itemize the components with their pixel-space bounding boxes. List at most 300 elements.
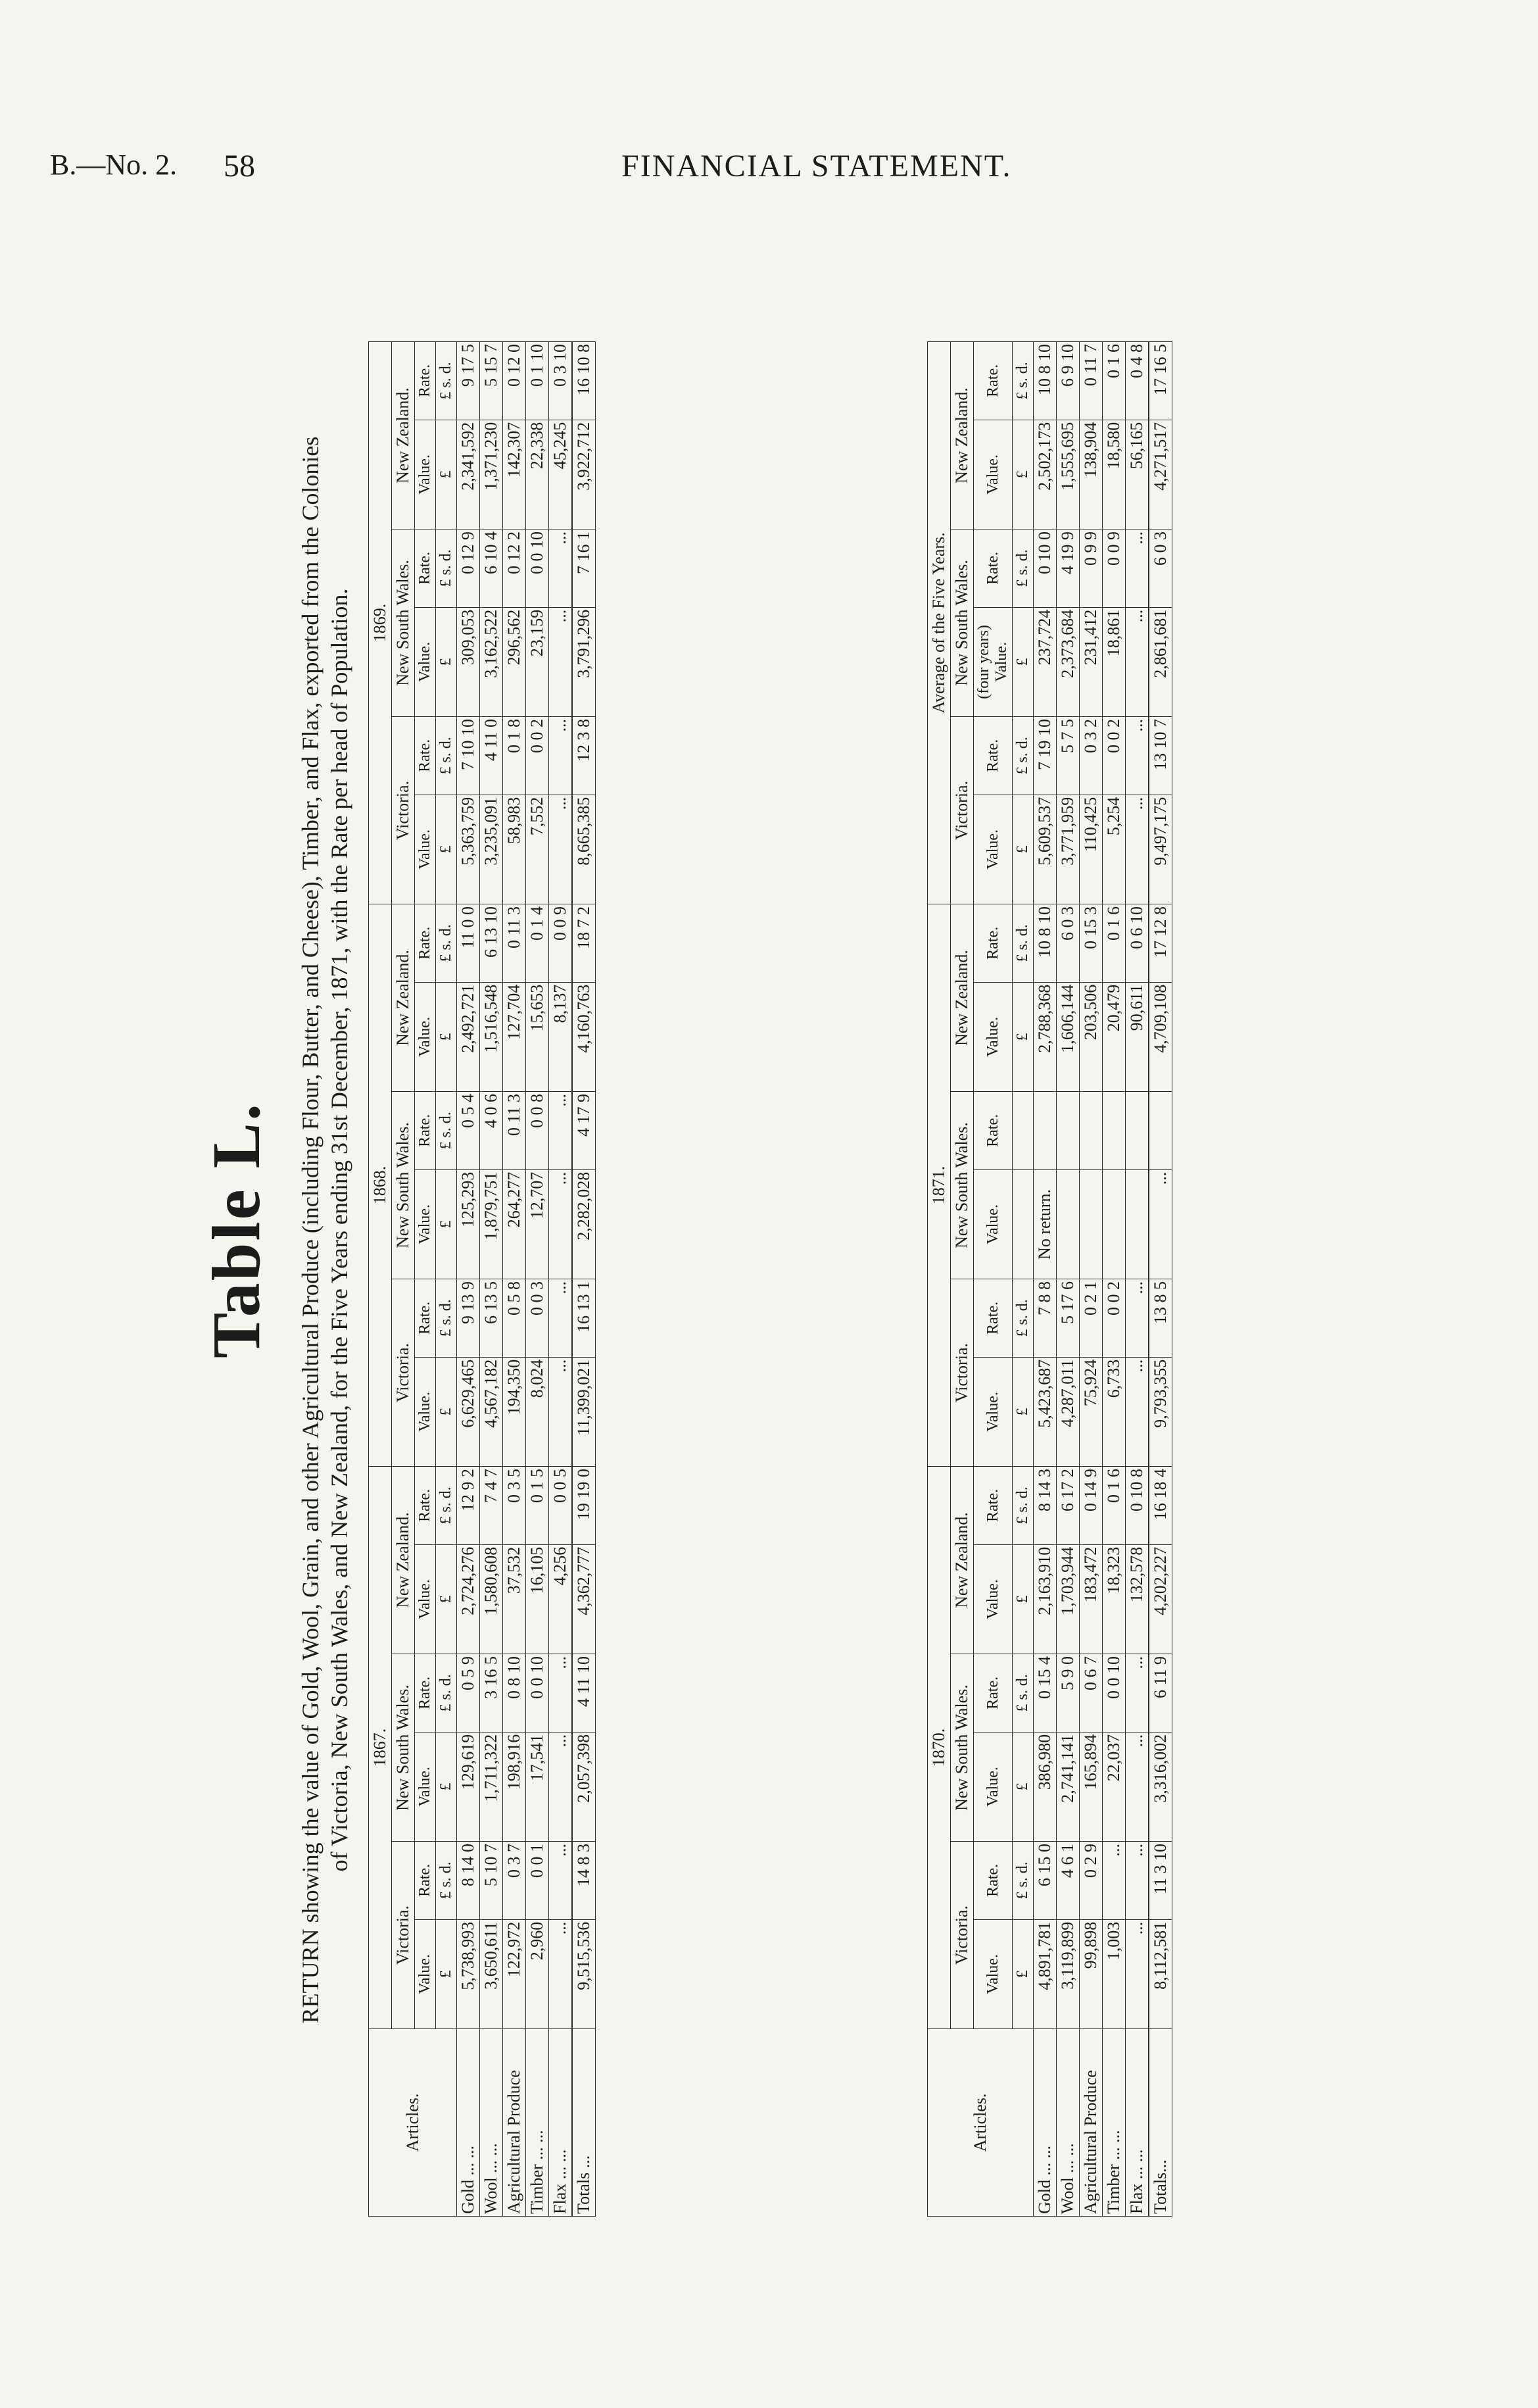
table-cell: 6 15 0	[1034, 1842, 1057, 1920]
table-cell: 0 0 8	[526, 1092, 549, 1170]
table-cell: 0 0 1	[526, 1842, 549, 1920]
table-cell: 0 0 3	[526, 1279, 549, 1358]
table-cell: 7 19 10	[1034, 717, 1057, 795]
rate-column-header: Rate.	[974, 1842, 1013, 1920]
table-cell: 2,502,173	[1034, 420, 1057, 529]
table-cell: 6 9 10	[1057, 342, 1080, 420]
table-cell: 6 17 2	[1057, 1467, 1080, 1545]
table-cell: 0 0 2	[526, 717, 549, 795]
value-column-header: Value.	[974, 1919, 1013, 2028]
table-cell: 6 0 3	[1149, 529, 1172, 608]
table-cell: 0 0 2	[1103, 717, 1126, 795]
rate-column-header: Rate.	[415, 717, 436, 795]
row-label: Gold ... ...	[1034, 2029, 1057, 2217]
table-cell: 3,650,611	[480, 1919, 503, 2028]
table-cell: ...	[1126, 1919, 1149, 2028]
table-row	[1126, 342, 1149, 2217]
table-cell	[1103, 1092, 1126, 1170]
table-cell: 5 10 7	[480, 1842, 503, 1920]
table-cell: 5,609,537	[1034, 795, 1057, 904]
value-column-header: Value.	[974, 1169, 1013, 1279]
rate-unit: £ s. d.	[1013, 717, 1034, 795]
table-cell: 4,160,763	[572, 982, 596, 1091]
table-cell: 2,861,681	[1149, 607, 1172, 716]
table-cell: 2,960	[526, 1919, 549, 2028]
period-header: Average of the Five Years.	[928, 342, 951, 904]
rate-column-header: Rate.	[974, 342, 1013, 420]
table-cell: ...	[1126, 1842, 1149, 1920]
table-cell: 2,341,592	[457, 420, 480, 529]
table-cell: 2,057,398	[572, 1732, 596, 1841]
table-cell: 17 12 8	[1149, 904, 1172, 983]
table-cell: ...	[1126, 607, 1149, 716]
table-cell: 8,112,581	[1149, 1919, 1172, 2028]
rate-column-header: Rate.	[415, 904, 436, 983]
table-cell: 4,362,777	[572, 1544, 596, 1654]
value-unit: £	[1013, 1357, 1034, 1466]
table-cell: ...	[549, 529, 573, 608]
table-cell: 1,003	[1103, 1919, 1126, 2028]
table-cell: 110,425	[1080, 795, 1103, 904]
table-cell: 0 0 5	[549, 1467, 573, 1545]
table-cell: 9 13 9	[457, 1279, 480, 1358]
table-row	[1103, 342, 1126, 2217]
table-cell: 12 3 8	[572, 717, 596, 795]
rate-unit: £ s. d.	[436, 1467, 457, 1545]
table-cell: 6 13 10	[480, 904, 503, 983]
table-cell: 18,861	[1103, 607, 1126, 716]
table-cell: 4,287,011	[1057, 1357, 1080, 1466]
table-cell: 19 19 0	[572, 1467, 596, 1545]
table-cell: 99,898	[1080, 1919, 1103, 2028]
table-cell: 194,350	[503, 1357, 526, 1466]
table-cell: ...	[1126, 1357, 1149, 1466]
table-cell: 45,245	[549, 420, 573, 529]
table-cell: 0 11 3	[503, 1092, 526, 1170]
table-cell: 0 1 10	[526, 342, 549, 420]
table-cell: 6 10 4	[480, 529, 503, 608]
colony-header-nsw: New South Wales.	[951, 1092, 974, 1279]
rate-column-header: Rate.	[974, 529, 1013, 608]
table-cell: 0 3 10	[549, 342, 573, 420]
table-cell: 264,277	[503, 1169, 526, 1279]
table-cell: 386,980	[1034, 1732, 1057, 1841]
table-cell: 1,516,548	[480, 982, 503, 1091]
table-cell: 0 5 8	[503, 1279, 526, 1358]
table-cell: 4,256	[549, 1544, 573, 1654]
rate-unit: £ s. d.	[1013, 1467, 1034, 1545]
table-cell: 7 10 10	[457, 717, 480, 795]
table-cell: 4 17 9	[572, 1092, 596, 1170]
table-cell: 0 0 9	[549, 904, 573, 983]
table-cell: 0 11 3	[503, 904, 526, 983]
table-cell: 0 2 1	[1080, 1279, 1103, 1358]
value-unit: £	[436, 1357, 457, 1466]
table-cell	[1103, 1169, 1126, 1279]
table-row	[572, 342, 596, 2217]
table-cell: 56,165	[1126, 420, 1149, 529]
table-cell	[1057, 1092, 1080, 1170]
table-cell: 0 5 4	[457, 1092, 480, 1170]
table-cell: ...	[549, 717, 573, 795]
table-cell: 5,423,687	[1034, 1357, 1057, 1466]
table-cell: 1,580,608	[480, 1544, 503, 1654]
table-cell: 0 2 9	[1080, 1842, 1103, 1920]
table-cell: 0 15 3	[1080, 904, 1103, 983]
table-cell: 138,904	[1080, 420, 1103, 529]
document-reference: B.—No. 2.	[50, 149, 178, 181]
table-cell: 10 8 10	[1034, 904, 1057, 983]
table-cell: 0 8 10	[503, 1654, 526, 1732]
value-unit: £	[1013, 1732, 1034, 1841]
table-cell: 296,562	[503, 607, 526, 716]
table-cell: 1,371,230	[480, 420, 503, 529]
table-cell: 22,037	[1103, 1732, 1126, 1841]
block2-table	[927, 341, 1172, 2217]
table-cell: 122,972	[503, 1919, 526, 2028]
value-column-header: Value.	[415, 1919, 436, 2028]
table-cell: 16 13 1	[572, 1279, 596, 1358]
table-cell: 2,492,721	[457, 982, 480, 1091]
table-cell: 0 5 9	[457, 1654, 480, 1732]
table-cell: 75,924	[1080, 1357, 1103, 1466]
colony-header-nsw: New South Wales.	[392, 1654, 415, 1842]
table-cell: 16 18 4	[1149, 1467, 1172, 1545]
table-cell: ...	[1103, 1842, 1126, 1920]
table-cell: 0 0 2	[1103, 1279, 1126, 1358]
rate-unit: £ s. d.	[436, 529, 457, 608]
rate-column-header: Rate.	[974, 1467, 1013, 1545]
value-unit: £	[436, 607, 457, 716]
table-cell	[1080, 1092, 1103, 1170]
row-label: Wool ... ...	[480, 2029, 503, 2217]
table-cell: 13 10 7	[1149, 717, 1172, 795]
table-cell: ...	[549, 1092, 573, 1170]
row-label: Flax ... ...	[549, 2029, 573, 2217]
rate-unit: £ s. d.	[1013, 1842, 1034, 1920]
table-cell: 0 3 7	[503, 1842, 526, 1920]
value-unit: £	[436, 982, 457, 1091]
colony-header-victoria: Victoria.	[392, 717, 415, 904]
period-header: 1871.	[928, 904, 951, 1467]
running-title: FINANCIAL STATEMENT.	[621, 149, 1012, 184]
rate-column-header: Rate.	[974, 1279, 1013, 1358]
table-cell: 20,479	[1103, 982, 1126, 1091]
table-cell: 16 10 8	[572, 342, 596, 420]
table-cell: 2,788,368	[1034, 982, 1057, 1091]
table-cell: 5 9 0	[1057, 1654, 1080, 1732]
table-cell: 309,053	[457, 607, 480, 716]
table-cell: 2,724,276	[457, 1544, 480, 1654]
table-row	[480, 342, 503, 2217]
table-row	[526, 342, 549, 2217]
value-column-header: (four years) Value.	[974, 607, 1013, 716]
table-cell: 0 1 6	[1103, 342, 1126, 420]
table-cell: 9,515,536	[572, 1919, 596, 2028]
value-unit: £	[1013, 607, 1034, 716]
table-cell: ...	[1126, 1732, 1149, 1841]
table-cell: ...	[549, 1169, 573, 1279]
value-column-header: Value.	[415, 1544, 436, 1654]
row-label: Timber ... ...	[1103, 2029, 1126, 2217]
table-cell: 6 11 9	[1149, 1654, 1172, 1732]
table-cell: 231,412	[1080, 607, 1103, 716]
value-column-header: Value.	[974, 1732, 1013, 1841]
table-cell: ...	[1126, 717, 1149, 795]
colony-header-nsw: New South Wales.	[392, 529, 415, 717]
rate-unit: £ s. d.	[1013, 1279, 1034, 1358]
no-return-note: No return.	[1035, 1189, 1054, 1260]
table-cell: 0 10 8	[1126, 1467, 1149, 1545]
table-cell: 11 3 10	[1149, 1842, 1172, 1920]
rate-column-header: Rate.	[415, 1092, 436, 1170]
table-cell: 3,316,002	[1149, 1732, 1172, 1841]
table-cell: 0 10 0	[1034, 529, 1057, 608]
table-cell: ...	[1126, 1279, 1149, 1358]
table-cell: 13 8 5	[1149, 1279, 1172, 1358]
value-column-header: Value.	[415, 420, 436, 529]
table-cell: 5 7 5	[1057, 717, 1080, 795]
table-cell: 0 0 10	[1103, 1654, 1126, 1732]
table-cell	[1034, 1092, 1057, 1170]
table-cell: 0 12 0	[503, 342, 526, 420]
table-cell: 1,606,144	[1057, 982, 1080, 1091]
value-unit: £	[436, 420, 457, 529]
rate-unit: £ s. d.	[436, 1092, 457, 1170]
table-cell: 4 6 1	[1057, 1842, 1080, 1920]
colony-header-victoria: Victoria.	[392, 1279, 415, 1467]
table-title: Table L.	[199, 1101, 274, 1359]
value-unit: £	[1013, 1919, 1034, 2028]
table-cell: 129,619	[457, 1732, 480, 1841]
table-cell: 0 3 2	[1080, 717, 1103, 795]
table-row	[1149, 342, 1172, 2217]
table-cell: 0 9 9	[1080, 529, 1103, 608]
table-cell: 3,771,959	[1057, 795, 1080, 904]
table-cell: 6 13 5	[480, 1279, 503, 1358]
table-cell: 5,363,759	[457, 795, 480, 904]
rate-column-header: Rate.	[415, 1279, 436, 1358]
table-cell: 12 9 2	[457, 1467, 480, 1545]
row-label: Timber ... ...	[526, 2029, 549, 2217]
table-cell: ...	[549, 1357, 573, 1466]
rate-column-header: Rate.	[974, 904, 1013, 983]
table-cell: ...	[549, 1279, 573, 1358]
rotated-table-sheet	[197, 217, 1460, 2243]
colony-header-nz: New Zealand.	[951, 342, 974, 529]
rate-unit: £ s. d.	[436, 1279, 457, 1358]
value-column-header: Value.	[415, 1732, 436, 1841]
table-cell: 4 19 9	[1057, 529, 1080, 608]
rate-column-header: Rate.	[974, 1092, 1013, 1170]
table-cell: 4,709,108	[1149, 982, 1172, 1091]
table-cell: 2,741,141	[1057, 1732, 1080, 1841]
table-cell: 237,724	[1034, 607, 1057, 716]
caption-line-2: of Victoria, New South Wales, and New Zealand, for the Five Years ending 31st December, 1871, with the Rate per head of Population.	[326, 588, 352, 1872]
table-cell: 18 7 2	[572, 904, 596, 983]
table-row	[1034, 342, 1057, 2217]
table-cell: 4 0 6	[480, 1092, 503, 1170]
table-row	[457, 342, 480, 2217]
table-cell: 8,137	[549, 982, 573, 1091]
table-cell: 0 14 9	[1080, 1467, 1103, 1545]
colony-header-nz: New Zealand.	[392, 1467, 415, 1654]
value-column-header: Value.	[974, 420, 1013, 529]
table-cell: 4,891,781	[1034, 1919, 1057, 2028]
colony-header-victoria: Victoria.	[392, 1842, 415, 2029]
rate-column-header: Rate.	[415, 529, 436, 608]
table-cell: 3,922,712	[572, 420, 596, 529]
rate-unit	[1013, 1092, 1034, 1170]
articles-header: Articles.	[369, 2029, 457, 2217]
rate-column-header: Rate.	[415, 342, 436, 420]
table-cell: 4 11 10	[572, 1654, 596, 1732]
table-cell: 8 14 0	[457, 1842, 480, 1920]
table-cell: 7 16 1	[572, 529, 596, 608]
table-cell: 11 0 0	[457, 904, 480, 983]
page-number: 58	[224, 149, 255, 184]
table-block-1870-average	[927, 243, 1172, 2217]
table-cell: 0 1 8	[503, 717, 526, 795]
value-unit: £	[1013, 982, 1034, 1091]
table-cell: ...	[549, 1732, 573, 1841]
table-cell: 2,282,028	[572, 1169, 596, 1279]
table-cell: 8 14 3	[1034, 1467, 1057, 1545]
colony-header-nsw: New South Wales.	[951, 1654, 974, 1842]
table-cell	[1126, 1092, 1149, 1170]
table-cell: 4,271,517	[1149, 420, 1172, 529]
value-column-header: Value.	[974, 1544, 1013, 1654]
table-cell: 17 16 5	[1149, 342, 1172, 420]
rate-unit: £ s. d.	[436, 904, 457, 983]
value-unit: £	[436, 795, 457, 904]
table-cell: 0 0 9	[1103, 529, 1126, 608]
rate-column-header: Rate.	[415, 1467, 436, 1545]
table-cell: ...	[549, 1842, 573, 1920]
row-label: Gold ... ...	[457, 2029, 480, 2217]
table-cell: 90,611	[1126, 982, 1149, 1091]
table-cell: 4 11 0	[480, 717, 503, 795]
table-cell: 7 8 8	[1034, 1279, 1057, 1358]
table-cell: 0 1 6	[1103, 904, 1126, 983]
table-cell: ...	[549, 1654, 573, 1732]
table-block-1867-1869	[368, 243, 596, 2217]
row-label: Wool ... ...	[1057, 2029, 1080, 2217]
table-cell: 2,373,684	[1057, 607, 1080, 716]
table-cell: 14 8 3	[572, 1842, 596, 1920]
table-cell: 1,711,322	[480, 1732, 503, 1841]
value-column-header: Value.	[415, 982, 436, 1091]
row-label: Totals ...	[572, 2029, 596, 2217]
value-unit: £	[436, 1732, 457, 1841]
table-cell: ...	[1126, 529, 1149, 608]
value-unit: £	[436, 1919, 457, 2028]
value-unit: £	[1013, 420, 1034, 529]
block1-table	[368, 341, 596, 2217]
table-cell: 8,665,385	[572, 795, 596, 904]
table-row	[549, 342, 573, 2217]
row-label: Agricultural Produce	[503, 2029, 526, 2217]
table-cell: 165,894	[1080, 1732, 1103, 1841]
value-column-header: Value.	[415, 607, 436, 716]
table-cell: 3,119,899	[1057, 1919, 1080, 2028]
caption-line-1: RETURN showing the value of Gold, Wool, Grain, and other Agricultural Produce (including Flour, Butter, and Cheese), Timber, and Flax, exported from the Colonies	[297, 436, 324, 2024]
articles-header: Articles.	[928, 2029, 1034, 2217]
row-label: Flax ... ...	[1126, 2029, 1149, 2217]
table-cell: 12,707	[526, 1169, 549, 1279]
table-cell: 7 4 7	[480, 1467, 503, 1545]
table-cell: ...	[1126, 795, 1149, 904]
table-cell: ...	[549, 1919, 573, 2028]
table-cell: 132,578	[1126, 1544, 1149, 1654]
colony-header-victoria: Victoria.	[951, 717, 974, 904]
table-cell: 142,307	[503, 420, 526, 529]
table-cell: ...	[549, 607, 573, 716]
table-row	[503, 342, 526, 2217]
table-cell: 0 12 9	[457, 529, 480, 608]
table-cell: 2,163,910	[1034, 1544, 1057, 1654]
table-cell: 203,506	[1080, 982, 1103, 1091]
table-cell: 23,159	[526, 607, 549, 716]
table-cell: 0 0 10	[526, 1654, 549, 1732]
table-cell: 8,024	[526, 1357, 549, 1466]
table-cell: 11,399,021	[572, 1357, 596, 1466]
rate-unit: £ s. d.	[436, 1654, 457, 1732]
table-cell: 16,105	[526, 1544, 549, 1654]
value-column-header: Value.	[415, 1357, 436, 1466]
period-header: 1870.	[928, 1467, 951, 2029]
table-cell: 5 15 7	[480, 342, 503, 420]
colony-header-nz: New Zealand.	[392, 904, 415, 1092]
table-cell: 183,472	[1080, 1544, 1103, 1654]
table-cell: 7,552	[526, 795, 549, 904]
table-cell: 0 1 5	[526, 1467, 549, 1545]
table-cell: 3 16 5	[480, 1654, 503, 1732]
period-header: 1867.	[369, 1467, 392, 2029]
table-cell: 0 11 7	[1080, 342, 1103, 420]
table-caption	[296, 217, 354, 2243]
value-column-header: Value.	[974, 1357, 1013, 1466]
table-cell: 4,202,227	[1149, 1544, 1172, 1654]
table-cell: 0 0 10	[526, 529, 549, 608]
table-cell: 4,567,182	[480, 1357, 503, 1466]
value-unit	[1013, 1169, 1034, 1279]
rate-column-header: Rate.	[415, 1654, 436, 1732]
table-cell: 58,983	[503, 795, 526, 904]
table-cell: ...	[549, 795, 573, 904]
table-cell: 22,338	[526, 420, 549, 529]
rate-column-header: Rate.	[415, 1842, 436, 1920]
table-cell: 6,733	[1103, 1357, 1126, 1466]
value-column-header: Value.	[974, 982, 1013, 1091]
table-cell: 5,738,993	[457, 1919, 480, 2028]
rate-unit: £ s. d.	[1013, 342, 1034, 420]
rate-column-header: Rate.	[974, 1654, 1013, 1732]
table-cell: 0 1 6	[1103, 1467, 1126, 1545]
table-cell: 15,653	[526, 982, 549, 1091]
rate-unit: £ s. d.	[436, 1842, 457, 1920]
table-cell: 198,916	[503, 1732, 526, 1841]
row-label: Agricultural Produce	[1080, 2029, 1103, 2217]
table-cell: 0 12 2	[503, 529, 526, 608]
rate-unit: £ s. d.	[436, 717, 457, 795]
value-unit: £	[436, 1544, 457, 1654]
table-cell: 0 1 4	[526, 904, 549, 983]
colony-header-nsw: New South Wales.	[951, 529, 974, 717]
table-cell: 37,532	[503, 1544, 526, 1654]
table-cell: 1,879,751	[480, 1169, 503, 1279]
table-cell: 5 17 6	[1057, 1279, 1080, 1358]
